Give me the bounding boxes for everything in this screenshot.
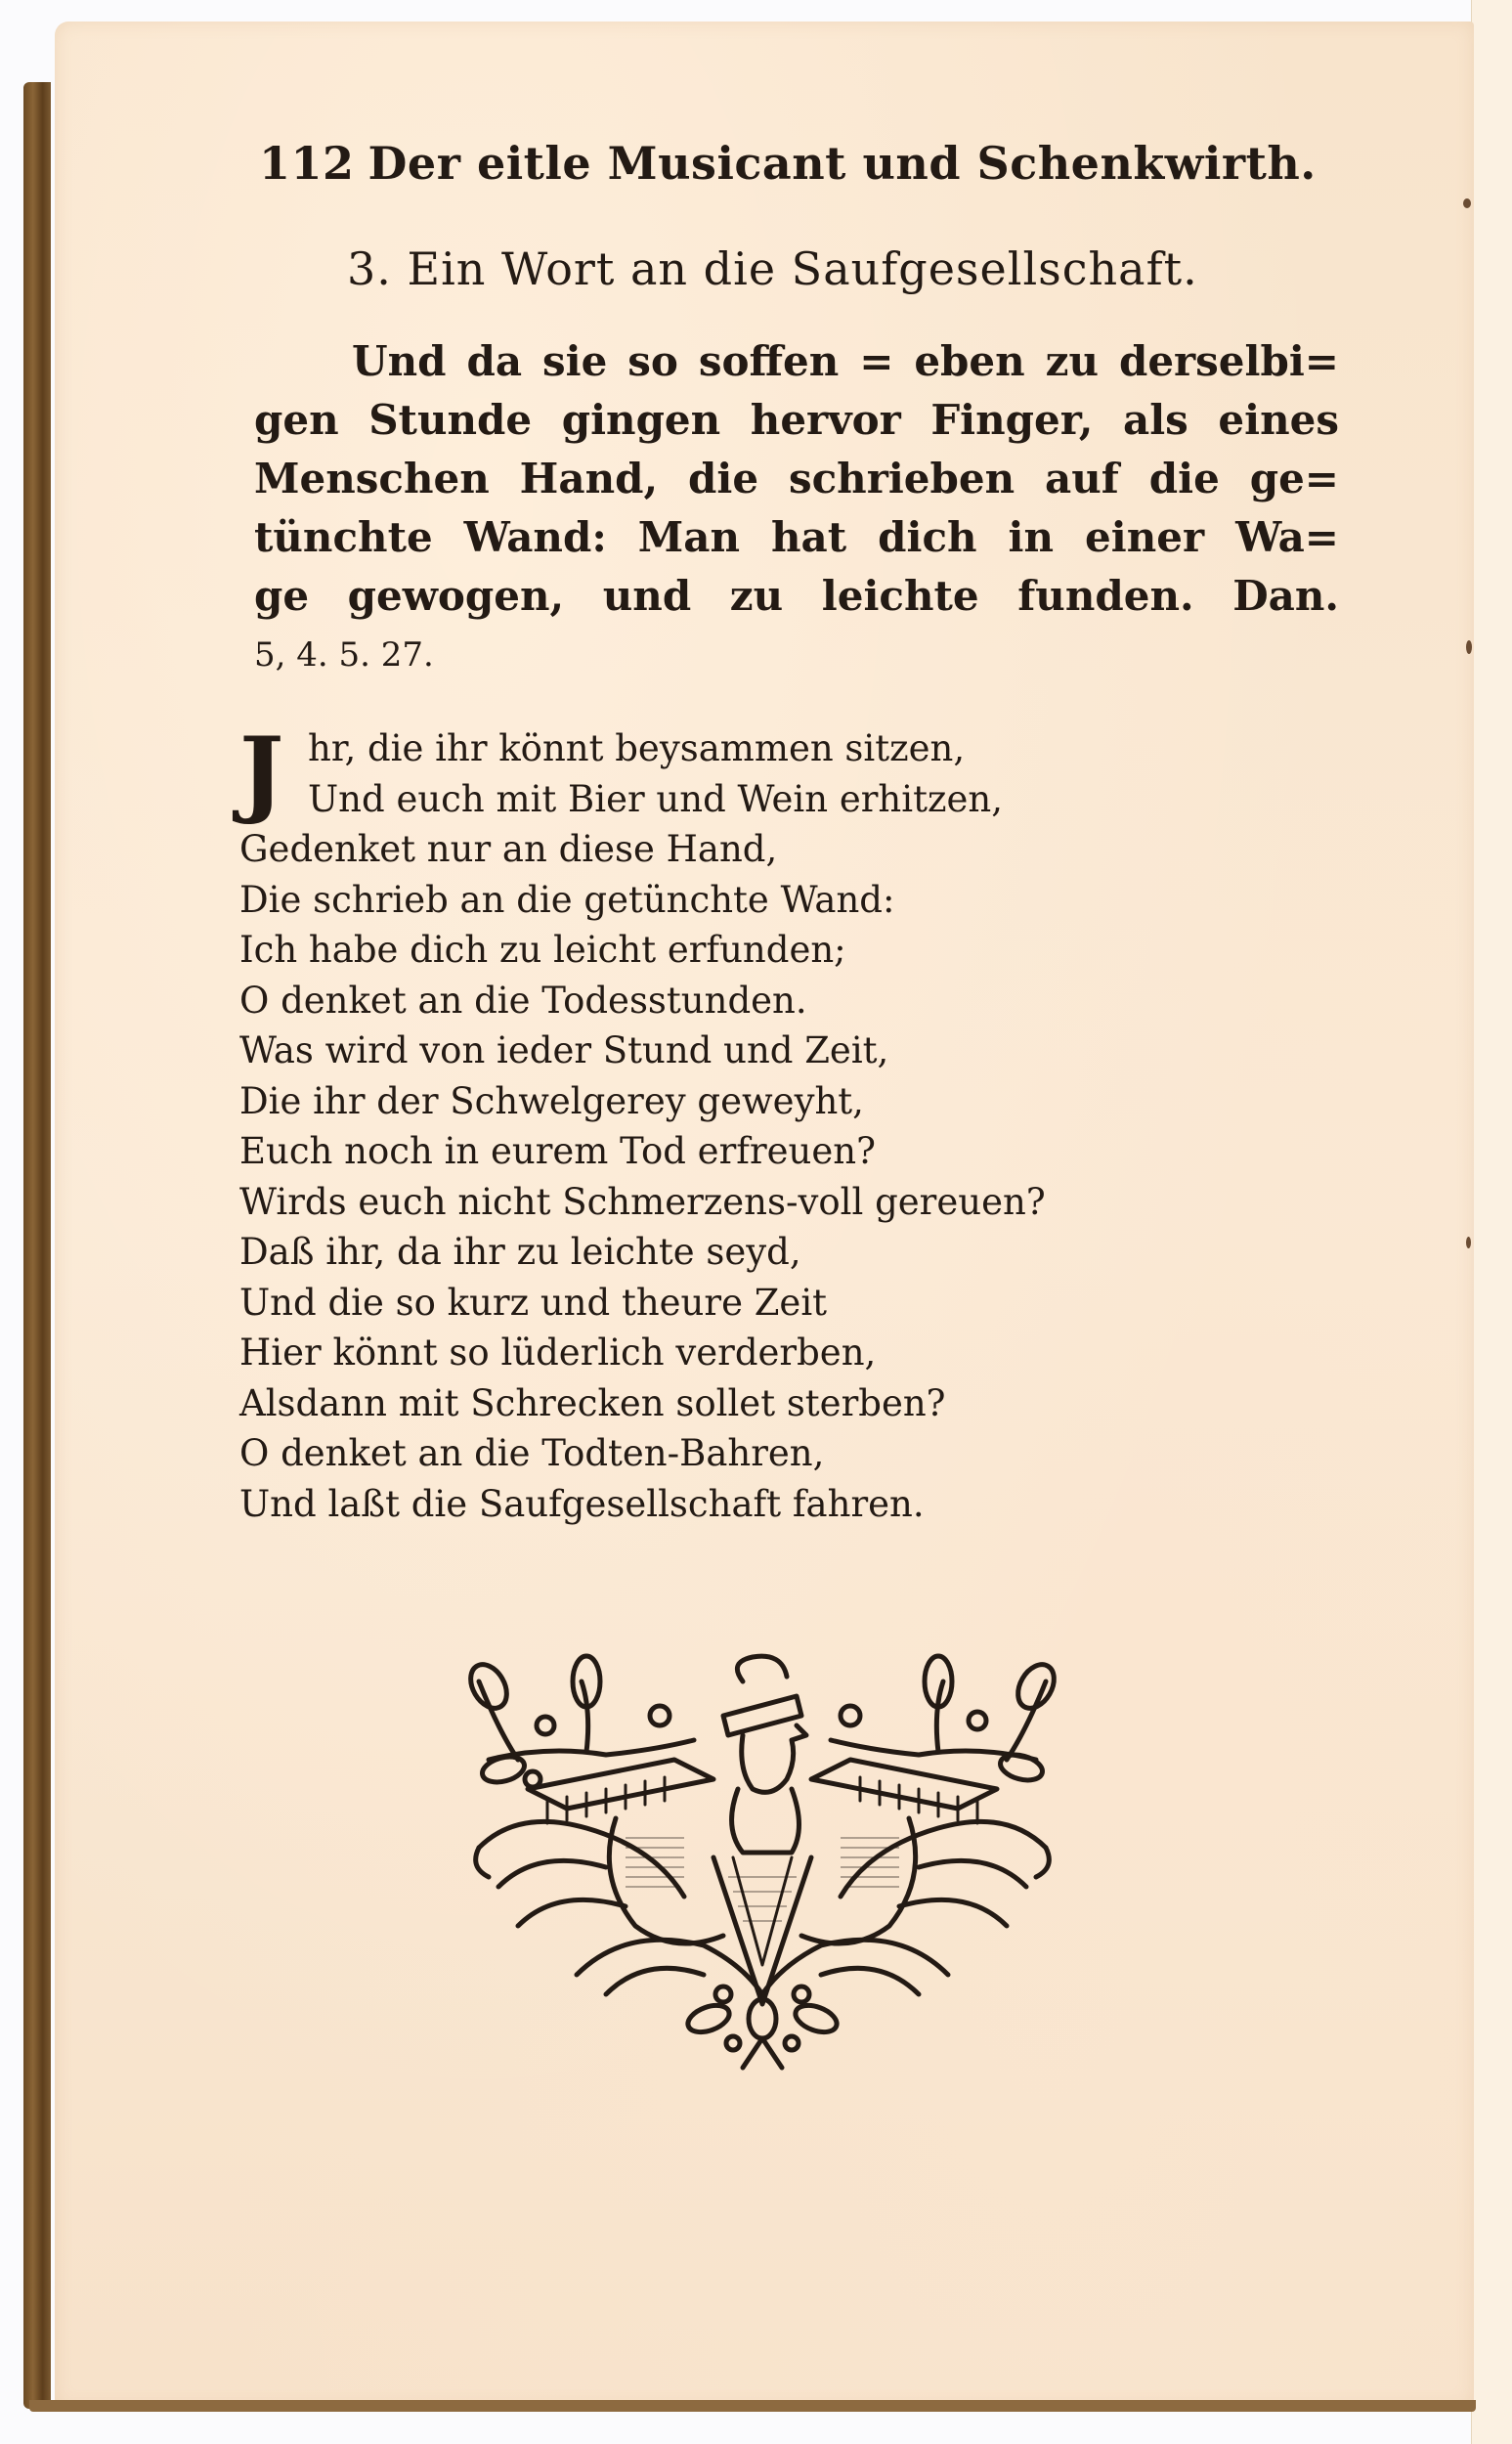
scripture-line: gen Stunde gingen hervor Finger, als eines [254, 396, 1339, 444]
scripture-line: Menschen Hand, die schrieben auf die ge= [254, 455, 1339, 502]
scripture-line: ge gewogen, und zu leichte funden. Dan. [254, 572, 1339, 620]
ink-spot [1463, 198, 1471, 208]
poem-line: Und euch mit Bier und Wein erhitzen, [308, 777, 1003, 820]
running-head-title: Der eitle Musicant und Schenkwirth. [367, 137, 1317, 190]
poem-line: Und die so kurz und theure Zeit [239, 1281, 828, 1324]
scripture-quote [254, 332, 1339, 684]
scripture-line: Und da sie so soffen = eben zu derselbi= [352, 337, 1339, 385]
poem [239, 717, 1046, 1529]
next-page-edge [1471, 0, 1512, 2444]
page-bottom-edge [29, 2400, 1476, 2412]
running-head [259, 137, 1317, 190]
scripture-citation: 5, 4. 5. 27. [254, 635, 434, 675]
book-spine-edge [23, 82, 51, 2409]
poem-line: hr, die ihr könnt beysammen sitzen, [308, 727, 966, 769]
poem-line: Die schrieb an die getünchte Wand: [239, 878, 895, 921]
section-heading: 3. Ein Wort an die Saufgesellschaft. [347, 242, 1198, 295]
drop-cap: J [239, 717, 284, 827]
poem-line: Daß ihr, da ihr zu leichte seyd, [239, 1231, 801, 1273]
poem-line: O denket an die Todten-Bahren, [239, 1432, 825, 1474]
poem-line: Was wird von ieder Stund und Zeit, [239, 1029, 889, 1071]
poem-line: Ich habe dich zu leicht erfunden; [239, 929, 846, 971]
poem-line: O denket an die Todesstunden. [239, 979, 807, 1022]
woodcut-ornament-icon [459, 1642, 1065, 2073]
poem-line: Und laßt die Saufgesellschaft fahren. [239, 1482, 925, 1525]
poem-line: Euch noch in eurem Tod erfreuen? [239, 1130, 876, 1172]
scripture-line: tünchte Wand: Man hat dich in einer Wa= [254, 513, 1339, 561]
poem-line: Alsdann mit Schrecken sollet sterben? [239, 1381, 946, 1424]
poem-line: Hier könnt so lüderlich verderben, [239, 1331, 877, 1374]
ink-spot [1466, 1237, 1471, 1248]
poem-line: Die ihr der Schwelgerey geweyht, [239, 1079, 864, 1122]
ink-spot [1466, 640, 1472, 654]
page-number: 112 [259, 137, 355, 190]
poem-line: Gedenket nur an diese Hand, [239, 828, 778, 870]
poem-line: Wirds euch nicht Schmerzens-voll gereuen? [239, 1180, 1046, 1223]
